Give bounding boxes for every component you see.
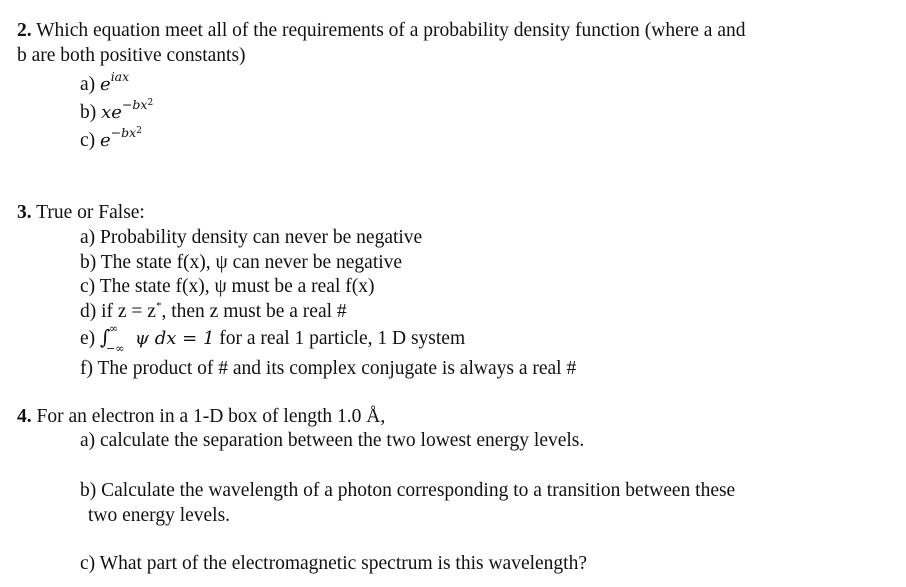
q4-item-b-line2: two energy levels. — [88, 505, 231, 526]
q4-number: 4. — [17, 406, 32, 427]
q3-item-e-suffix: for a real 1 particle, 1 D system — [219, 328, 466, 349]
q3-item-d-suffix: , then z must be a real # — [161, 301, 347, 322]
q3-item-e-integrand: ψ dx = 1 — [134, 328, 215, 349]
q2-option-c — [80, 125, 142, 156]
q4-item-a: a) calculate the separation between the two lowest energy levels. — [80, 430, 585, 451]
q2-stem-line2: b are both positive constants) — [17, 45, 246, 66]
q2-option-c-exp-power: 2 — [136, 126, 142, 136]
q2-line1 — [17, 19, 746, 43]
q3-item-c: c) The state f(x), ψ must be a real f(x) — [80, 276, 375, 297]
q2-option-b — [80, 97, 154, 128]
q3-item-b: b) The state f(x), ψ can never be negative — [80, 252, 403, 273]
q3-heading — [17, 201, 145, 225]
q3-item-e — [80, 322, 466, 355]
integral-upper-limit: ∞ — [109, 322, 119, 335]
q2-option-c-base: e — [100, 130, 111, 151]
q4-item-b-line1: b) Calculate the wavelength of a photon corresponding to a transition between these — [80, 480, 736, 501]
q3-item-f: f) The product of # and its complex conjugate is always a real # — [80, 358, 577, 379]
integral-lower-limit: −∞ — [106, 342, 125, 355]
q2-option-b-exp-power: 2 — [147, 98, 154, 108]
q2-option-c-exponent — [111, 125, 142, 140]
q2-number: 2. — [17, 20, 32, 41]
integral-symbol — [100, 322, 130, 355]
q2-stem-line1: Which equation meet all of the requirements of a probability density function (where a and — [36, 20, 746, 41]
q2-option-a — [80, 69, 130, 98]
q4-item-c: c) What part of the electromagnetic spectrum is this wavelength? — [80, 553, 587, 574]
q4-heading — [17, 405, 385, 429]
q2-option-c-exp-text: −bx — [110, 125, 137, 140]
q2-option-b-base: xe — [101, 102, 122, 123]
q2-option-a-label: a) — [80, 74, 96, 95]
q3-item-d — [80, 300, 347, 326]
q2-option-a-exponent: iax — [110, 69, 130, 84]
q3-title: True or False: — [36, 202, 145, 223]
q2-option-b-exponent — [122, 97, 153, 112]
q4-stem: For an electron in a 1-D box of length 1.0 Å, — [36, 406, 386, 427]
integral-sign: ∫ — [100, 325, 111, 349]
q3-number: 3. — [17, 202, 32, 223]
q2-option-b-exp-text: −bx — [121, 97, 148, 112]
q3-item-d-star: * — [155, 300, 162, 312]
q3-item-a: a) Probability density can never be negative — [80, 227, 423, 248]
q2-option-c-label: c) — [80, 130, 96, 151]
q2-line2 — [17, 44, 246, 68]
q2-option-b-label: b) — [80, 102, 97, 123]
q3-item-e-label: e) — [80, 328, 96, 349]
q2-option-a-base: e — [100, 74, 111, 95]
q3-item-d-prefix: d) if z = z — [80, 301, 156, 322]
